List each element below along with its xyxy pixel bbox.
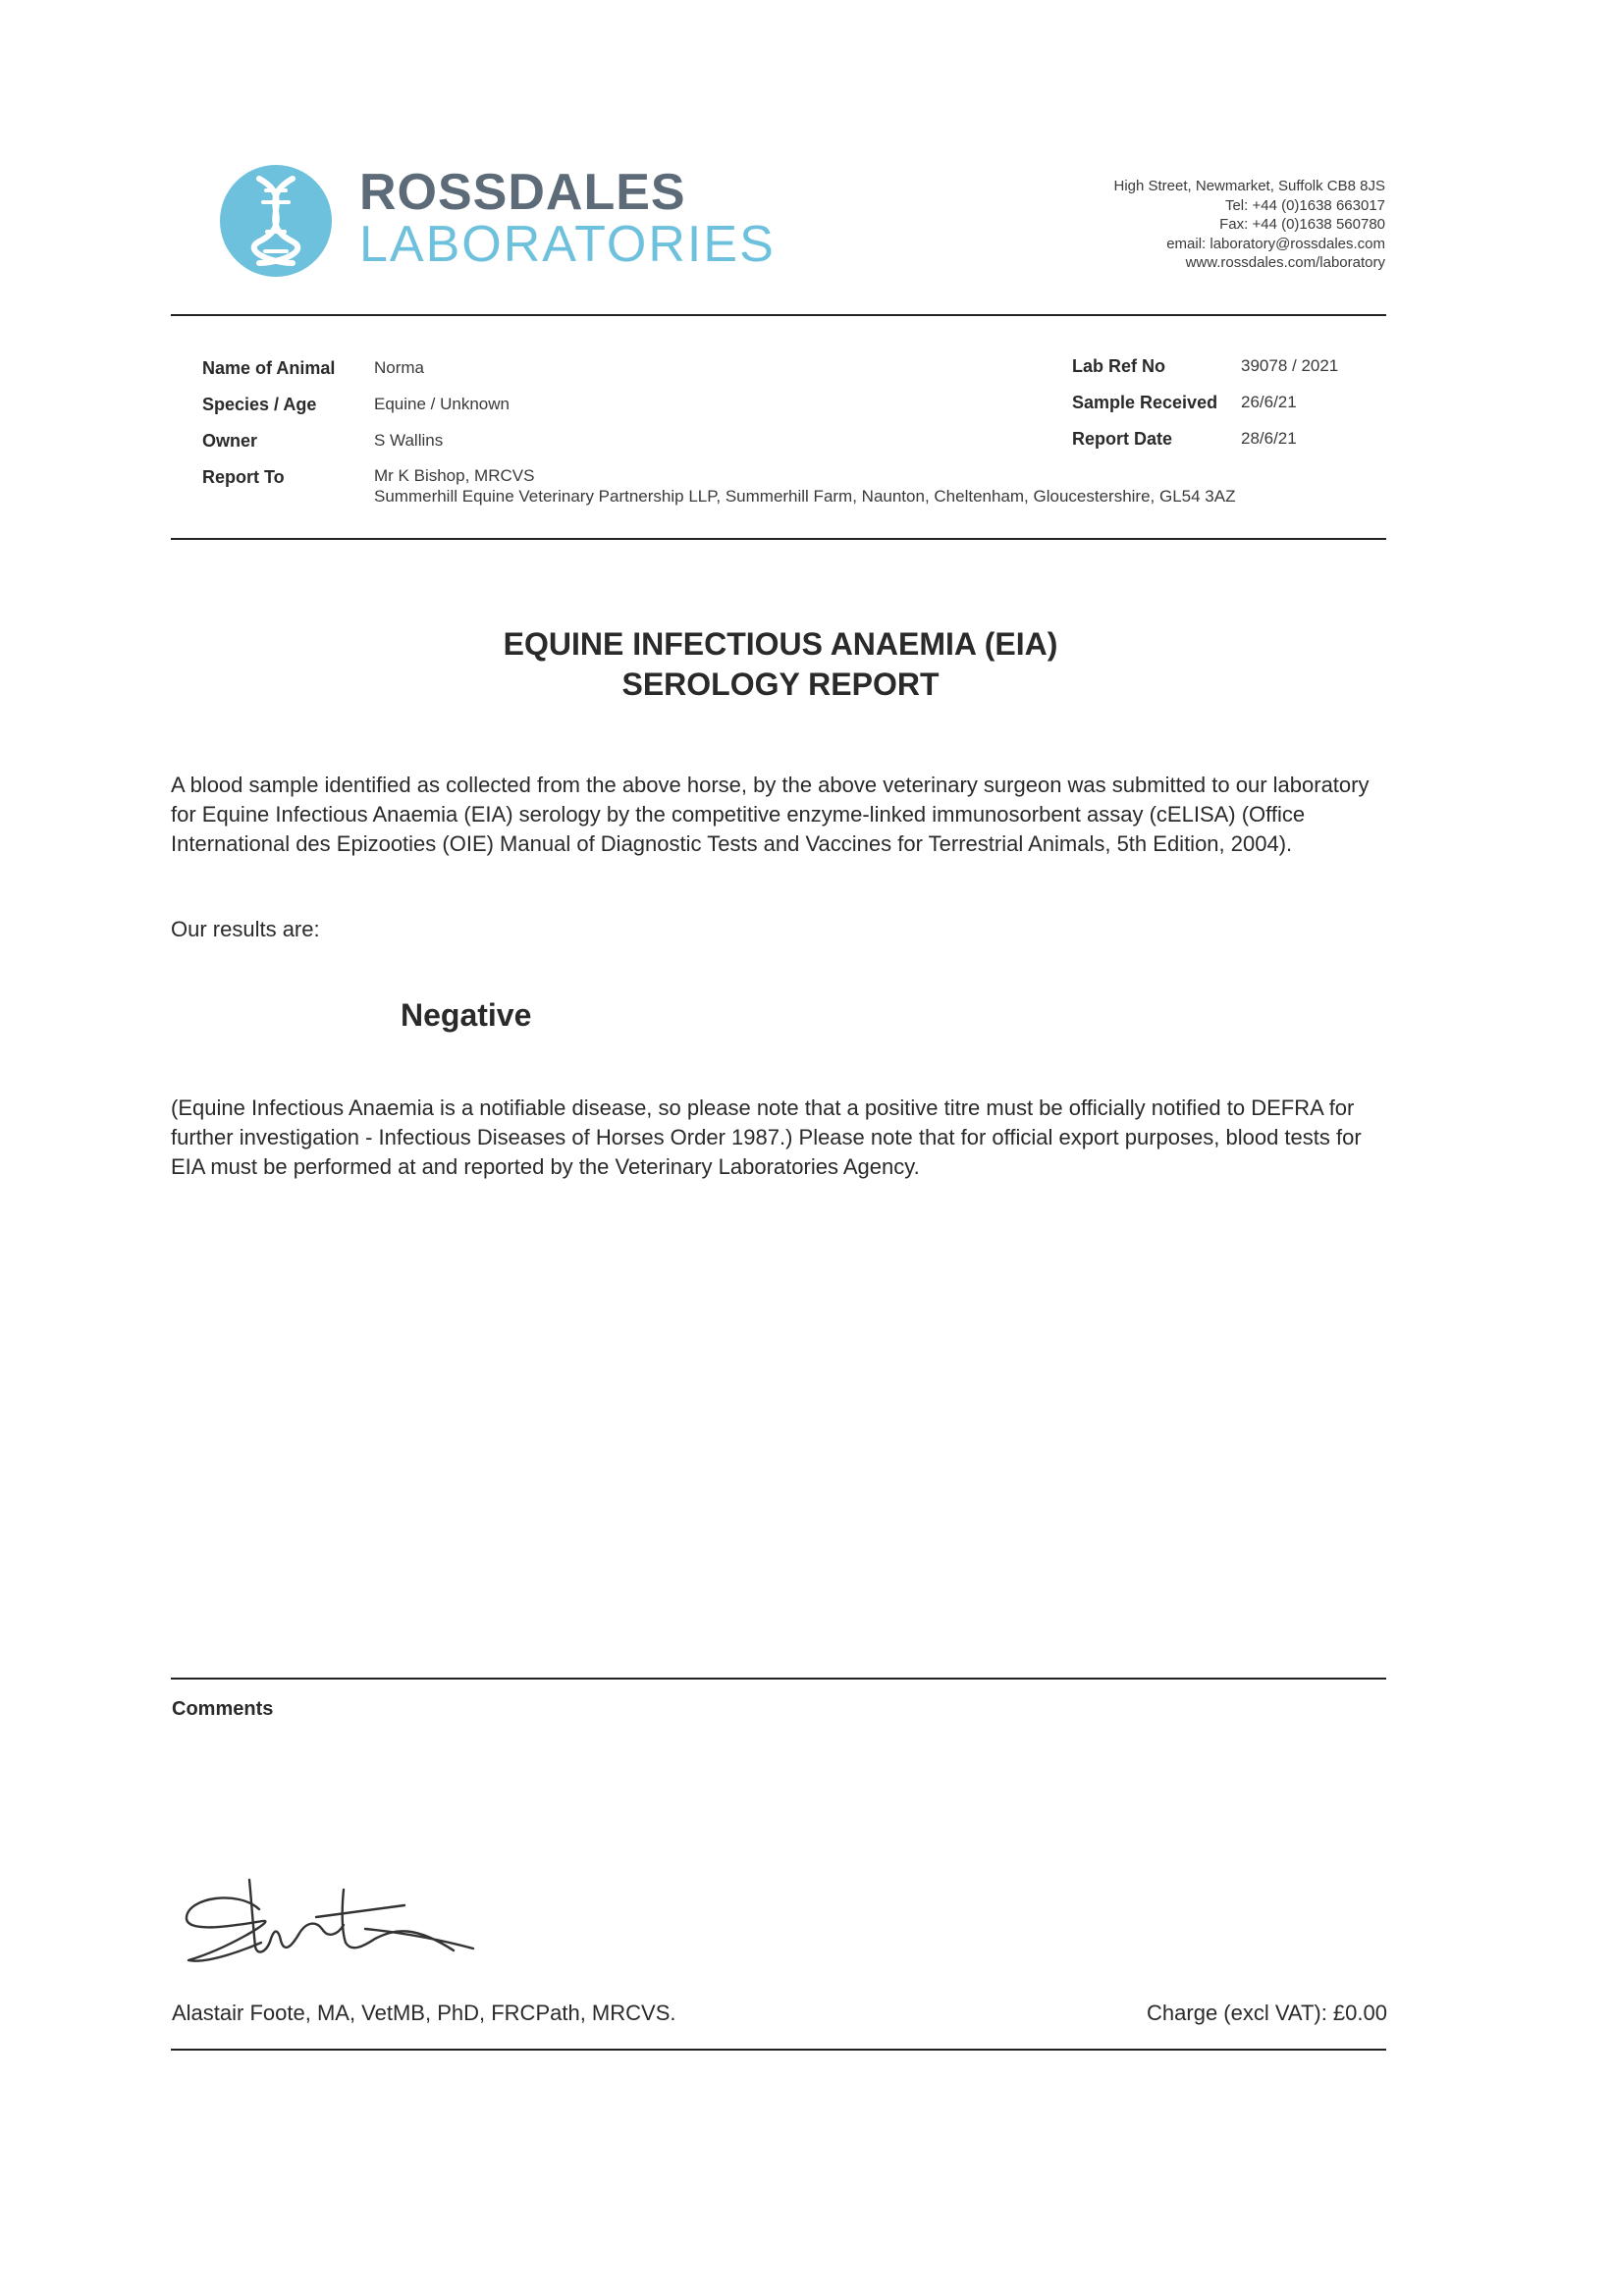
signature-image — [169, 1870, 493, 1978]
lab-ref-label: Lab Ref No — [1072, 356, 1166, 376]
report-to-name: Mr K Bishop, MRCVS — [374, 466, 535, 485]
contact-tel: Tel: +44 (0)1638 663017 — [1224, 196, 1385, 214]
contact-fax: Fax: +44 (0)1638 560780 — [1219, 216, 1385, 233]
notifiable-disease-note: (Equine Infectious Anaemia is a notifiable disease, so please note that a positive titre must be officially notified to DEFRA for further investigation - Infectious Diseases of Horses Order 1987.) Please note that for official export purposes, blood tests for EIA must be performed at and reported by the Veterinary Laboratories Agency. — [171, 1095, 1362, 1179]
species-age-value: Equine / Unknown — [374, 395, 510, 413]
header-divider — [171, 314, 1386, 316]
species-age-label: Species / Age — [202, 395, 317, 414]
report-to-address: Summerhill Equine Veterinary Partnership LLP, Summerhill Farm, Naunton, Cheltenham, Gloucestershire, GL54 3AZ — [374, 487, 1236, 506]
report-date-value: 28/6/21 — [1241, 429, 1297, 448]
contact-website: www.rossdales.com/laboratory — [1185, 254, 1385, 271]
contact-address: High Street, Newmarket, Suffolk CB8 8JS — [1113, 178, 1385, 194]
test-result: Negative — [401, 997, 532, 1033]
brand-name-line1: ROSSDALES — [359, 164, 686, 221]
info-divider — [171, 538, 1386, 540]
report-date-label: Report Date — [1072, 429, 1173, 449]
sample-received-label: Sample Received — [1072, 393, 1218, 412]
brand-name-line2: LABORATORIES — [359, 216, 776, 273]
name-of-animal-label: Name of Animal — [202, 358, 336, 378]
signatory-name: Alastair Foote, MA, VetMB, PhD, FRCPath, MRCVS. — [172, 2001, 676, 2025]
lab-ref-value: 39078 / 2021 — [1241, 356, 1339, 375]
contact-block — [973, 177, 1385, 273]
report-title-line1: EQUINE INFECTIOUS ANAEMIA (EIA) — [503, 626, 1058, 662]
report-title-line2: SEROLOGY REPORT — [621, 667, 940, 702]
name-of-animal-value: Norma — [374, 358, 425, 377]
comments-divider — [171, 1678, 1386, 1680]
sample-received-value: 26/6/21 — [1241, 393, 1297, 411]
report-to-label: Report To — [202, 467, 285, 487]
rossdales-logo-icon — [220, 165, 332, 277]
charge-amount: Charge (excl VAT): £0.00 — [1147, 2001, 1387, 2025]
footer-divider — [171, 2049, 1386, 2051]
contact-email: email: laboratory@rossdales.com — [1166, 235, 1385, 252]
results-intro: Our results are: — [171, 917, 320, 941]
owner-label: Owner — [202, 431, 258, 451]
intro-paragraph: A blood sample identified as collected from the above horse, by the above veterinary surgeon was submitted to our laboratory for Equine Infectious Anaemia (EIA) serology by the competitive enzyme-linked immunosorbent assay (cELISA) (Office International des Epizooties (OIE) Manual of Diagnostic Tests and Vaccines for Terrestrial Animals, 5th Edition, 2004). — [171, 773, 1370, 856]
comments-label: Comments — [172, 1698, 274, 1720]
owner-value: S Wallins — [374, 431, 444, 450]
